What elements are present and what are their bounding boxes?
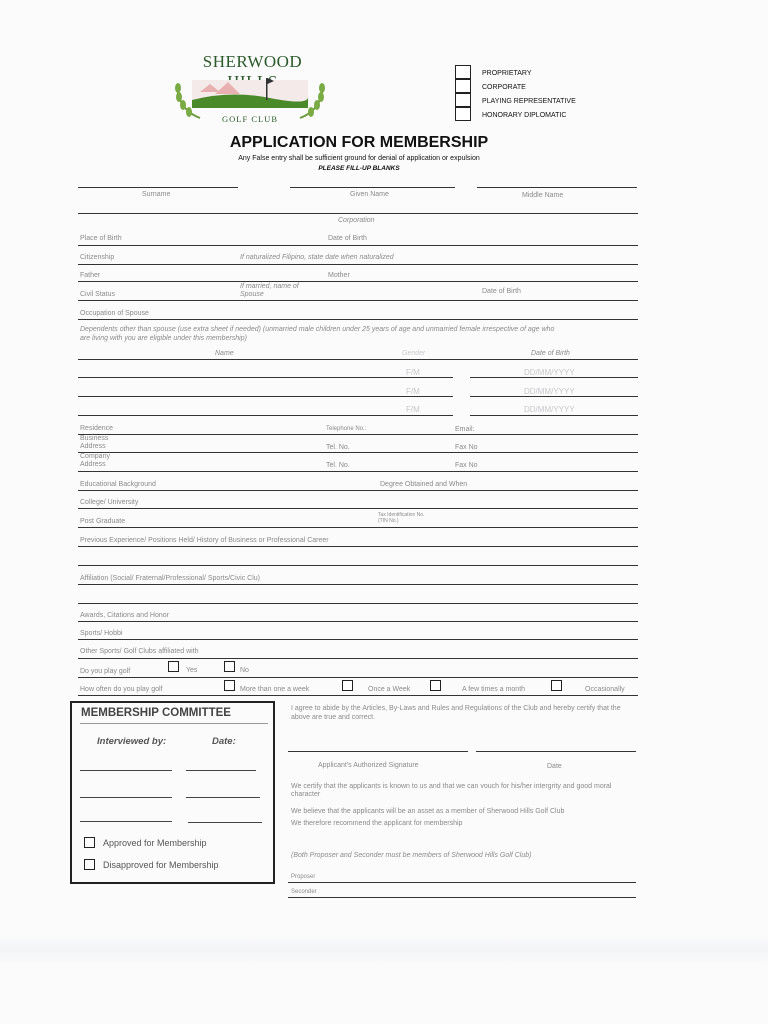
logo-subtitle: GOLF CLUB	[222, 114, 278, 124]
place-date-birth-field[interactable]	[78, 245, 638, 246]
membership-type-label: CORPORATE	[482, 84, 526, 91]
interview-date-field[interactable]	[186, 770, 256, 771]
company-address-field[interactable]	[78, 471, 638, 472]
membership-committee-box	[70, 701, 275, 884]
mother-label: Mother	[328, 272, 350, 279]
citizenship-field[interactable]	[78, 264, 638, 265]
interview-date-field[interactable]	[186, 797, 260, 798]
dependent-dob-field[interactable]	[470, 377, 638, 378]
membership-type-checkbox[interactable]	[455, 65, 471, 79]
college-label: College/ University	[80, 499, 139, 506]
company-tel-label: Tel. No.	[326, 462, 350, 469]
proposer-seconder-note: (Both Proposer and Seconder must be members of Sherwood Hills Golf Club)	[291, 852, 532, 859]
false-entry-warning: Any False entry shall be sufficient ground for denial of application or expulsion	[238, 155, 480, 162]
play-golf-no-label: No	[240, 667, 249, 674]
college-field[interactable]	[78, 508, 638, 509]
dependent-name-field[interactable]	[78, 415, 453, 416]
interviewed-by-label: Interviewed by:	[97, 736, 167, 747]
dependent-gender: F/M	[406, 387, 420, 396]
affiliation-label: Affiliation (Social/ Fraternal/Professional/ Sports/Civic Clu)	[80, 575, 260, 582]
play-golf-no-checkbox[interactable]	[224, 661, 235, 672]
seconder-field[interactable]	[288, 897, 636, 898]
spouse-dob-label: Date of Birth	[482, 288, 521, 295]
freq-occasionally-checkbox[interactable]	[551, 680, 562, 691]
education-field[interactable]	[78, 490, 638, 491]
dependent-name-field[interactable]	[78, 396, 453, 397]
interviewer-field[interactable]	[80, 797, 172, 798]
occupation-spouse-field[interactable]	[78, 319, 638, 320]
applicant-date-field[interactable]	[476, 751, 636, 752]
naturalized-note: If naturalized Filipino, state date when naturalized	[240, 254, 394, 261]
parents-field[interactable]	[78, 281, 638, 282]
dependent-dob-header: Date of Birth	[531, 350, 570, 357]
dependent-gender: F/M	[406, 405, 420, 414]
fill-up-instruction: PLEASE FILL-UP BLANKS	[318, 165, 400, 172]
previous-experience-field[interactable]	[78, 546, 638, 547]
tin-label-cont: (TIN No.)	[378, 518, 399, 524]
tin-label: Tax Identification No.	[378, 512, 425, 518]
play-golf-yes-checkbox[interactable]	[168, 661, 179, 672]
committee-title: MEMBERSHIP COMMITTEE	[81, 707, 231, 719]
asset-statement: We believe that the applicants will be an asset as a member of Sherwood Hills Golf Club	[291, 808, 565, 815]
page-title: APPLICATION FOR MEMBERSHIP	[229, 134, 489, 151]
vouch-statement: We certify that the applicants is known to us and that we can vouch for his/her intergrity and good moral character	[291, 783, 612, 798]
recommend-statement: We therefore recommend the applicant for membership	[291, 820, 463, 827]
business-label: Business	[80, 435, 109, 442]
post-graduate-label: Post Graduate	[80, 518, 126, 525]
corporation-field[interactable]	[78, 213, 638, 214]
dependent-dob-field[interactable]	[470, 396, 638, 397]
middle-name-label: Middle Name	[522, 192, 564, 199]
dependent-gender: F/M	[406, 368, 420, 377]
committee-title-rule	[80, 723, 268, 724]
dependents-note-cont: are living with you are eligible under this membership)	[80, 335, 247, 342]
dependent-gender-header: Gender	[402, 350, 426, 357]
previous-experience-field-2[interactable]	[78, 565, 638, 566]
dependent-dob: DD/MM/YYYY	[524, 368, 575, 377]
logo-title: SHERWOOD	[202, 52, 303, 71]
corporation-label: Corporation	[338, 217, 375, 224]
father-label: Father	[80, 272, 101, 279]
freq-more-than-once-checkbox[interactable]	[224, 680, 235, 691]
sports-field[interactable]	[78, 639, 638, 640]
telephone-label: Telephone No.:	[326, 426, 367, 432]
seconder-label: Seconder	[291, 889, 317, 895]
company-address-label: Address	[80, 461, 106, 468]
surname-field[interactable]	[78, 187, 238, 188]
given-name-field[interactable]	[290, 187, 455, 188]
business-tel-label: Tel. No.	[326, 444, 350, 451]
other-sports-label: Other Sports/ Golf Clubs affiliated with	[80, 648, 199, 655]
dependent-dob-field[interactable]	[470, 415, 638, 416]
post-graduate-field[interactable]	[78, 527, 638, 528]
awards-label: Awards, Citations and Honor	[80, 612, 169, 619]
how-often-line	[78, 695, 638, 696]
freq-few-times-checkbox[interactable]	[430, 680, 441, 691]
other-sports-field[interactable]	[78, 658, 638, 659]
awards-field[interactable]	[78, 621, 638, 622]
approved-label: Approved for Membership	[103, 838, 207, 848]
place-of-birth-label: Place of Birth	[80, 235, 122, 242]
play-golf-yes-label: Yes	[186, 667, 198, 674]
applicant-signature-field[interactable]	[288, 751, 468, 752]
scan-edge	[0, 935, 768, 965]
sports-label: Sports/ Hobbi	[80, 630, 123, 637]
proposer-label: Proposer	[291, 874, 316, 880]
proposer-field[interactable]	[288, 882, 636, 883]
membership-type-checkbox[interactable]	[455, 79, 471, 93]
freq-once-a-week-checkbox[interactable]	[342, 680, 353, 691]
dependents-note: Dependents other than spouse (use extra sheet if needed) (unmarried male children under 25 years of age and unmarried female irrespective of age who	[80, 326, 555, 333]
residence-label: Residence	[80, 425, 114, 432]
dependent-name-header: Name	[215, 350, 234, 357]
company-label: Company	[80, 453, 110, 460]
interviewer-field[interactable]	[80, 821, 172, 822]
middle-name-field[interactable]	[477, 187, 637, 188]
dependent-dob: DD/MM/YYYY	[524, 387, 575, 396]
interviewer-field[interactable]	[80, 770, 172, 771]
applicant-signature-label: Applicant's Authorized Signature	[318, 762, 419, 769]
applicant-date-label: Date	[547, 763, 562, 770]
dependent-dob: DD/MM/YYYY	[524, 405, 575, 414]
civil-status-field[interactable]	[78, 300, 638, 301]
affiliation-field[interactable]	[78, 584, 638, 585]
business-address-label: Address	[80, 443, 106, 450]
freq-few-times-label: A few times a month	[462, 686, 526, 693]
freq-once-a-week-label: Once a Week	[368, 686, 411, 693]
email-label: Email:	[455, 426, 475, 433]
business-address-field[interactable]	[78, 452, 638, 453]
dependents-header-line	[78, 359, 638, 360]
citizenship-label: Citizenship	[80, 254, 115, 261]
occupation-spouse-label: Occupation of Spouse	[80, 310, 149, 317]
if-married-label: If married, name of	[240, 283, 299, 290]
play-golf-label: Do you play golf	[80, 668, 131, 675]
dependent-name-field[interactable]	[78, 377, 453, 378]
how-often-label: How often do you play golf	[80, 686, 163, 693]
company-fax-label: Fax No	[455, 462, 478, 469]
civil-status-label: Civil Status	[80, 291, 116, 298]
membership-type-label: HONORARY DIPLOMATIC	[482, 112, 567, 119]
approved-checkbox[interactable]	[84, 837, 95, 848]
residence-field[interactable]	[78, 434, 638, 435]
freq-more-than-once-label: More than one a week	[240, 686, 310, 693]
disapproved-checkbox[interactable]	[84, 859, 95, 870]
membership-type-label: PROPRIETARY	[482, 70, 532, 77]
date-of-birth-label: Date of Birth	[328, 235, 367, 242]
educational-background-label: Educational Background	[80, 481, 156, 488]
previous-experience-label: Previous Experience/ Positions Held/ History of Business or Professional Career	[80, 537, 329, 544]
agree-statement: I agree to abide by the Articles, By-Laws and Rules and Regulations of the Club and hereby certify that the above are true and correct.	[291, 705, 621, 721]
affiliation-field-2[interactable]	[78, 603, 638, 604]
given-name-label: Given Name	[350, 191, 389, 198]
disapproved-label: Disapproved for Membership	[103, 860, 219, 870]
spouse-label: Spouse	[240, 291, 264, 298]
play-golf-line	[78, 677, 638, 678]
membership-type-checkbox[interactable]	[455, 107, 471, 121]
committee-date-label: Date:	[212, 736, 236, 747]
degree-label: Degree Obtained and When	[380, 481, 468, 488]
freq-occasionally-label: Occasionally	[585, 686, 625, 693]
surname-label: Surname	[142, 191, 171, 198]
business-fax-label: Fax No	[455, 444, 478, 451]
membership-type-label: PLAYING REPRESENTATIVE	[482, 98, 576, 105]
membership-type-checkbox[interactable]	[455, 93, 471, 107]
interview-date-field[interactable]	[188, 822, 262, 823]
club-logo	[170, 52, 330, 124]
